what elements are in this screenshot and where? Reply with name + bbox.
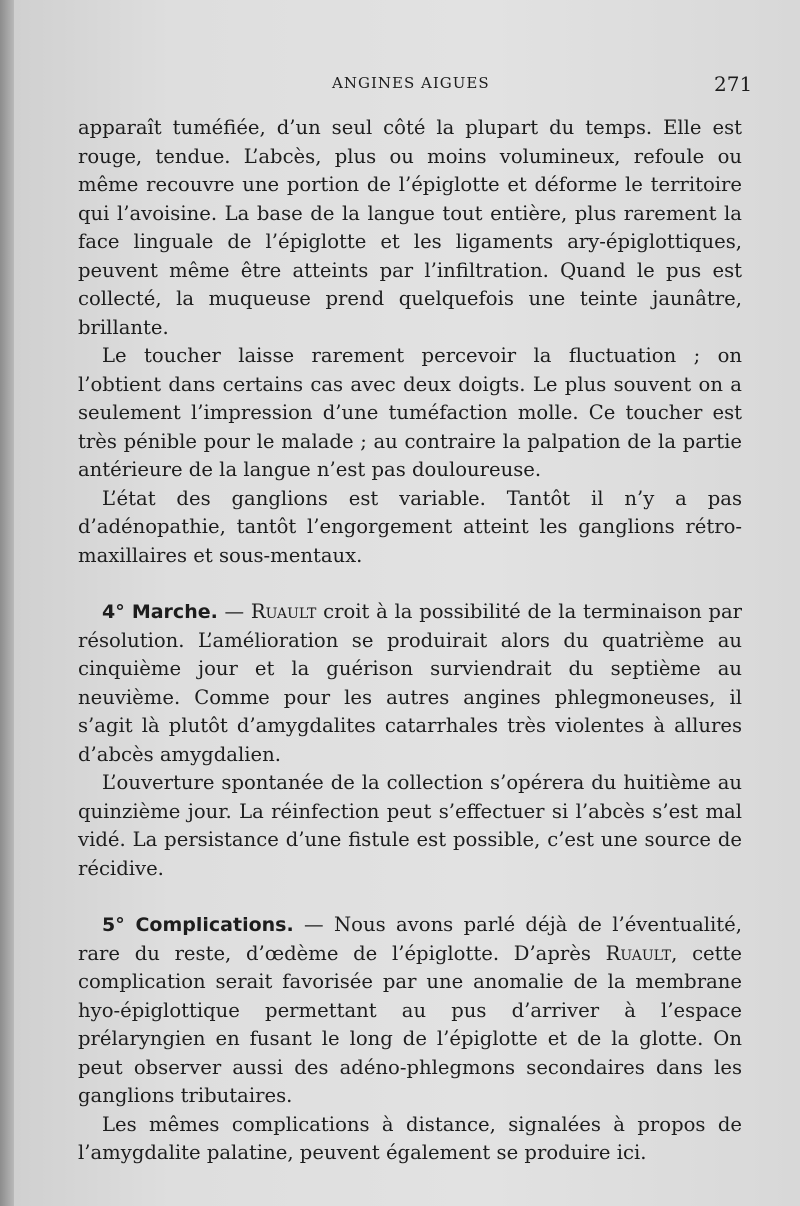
section-complications-text-after: , cette complication serait favorisée par une anomalie de la membrane hyo-épiglottique permettant au pus d’arriver à l’espace prélaryngien en fusant le long de l’épiglotte et de la glotte. On peut observer aussi des adéno-phlegmons secondaires dans les ganglions tributaires. xyxy=(78,941,742,1107)
paragraph-1: apparaît tuméfiée, d’un seul côté la plupart du temps. Elle est rouge, tendue. L’abcès, plus ou moins volumineux, refoule ou même recouvre une portion de l’épiglotte et déforme le territoire qui l’avoisine. La base de la langue tout entière, plus rarement la face linguale de l’épiglotte et les ligaments ary-épiglottiques, peuvent même être atteints par l’infiltration. Quand le pus est collecté, la muqueuse prend quelquefois une teinte jaunâtre, brillante. xyxy=(78,116,742,339)
em-dash: — xyxy=(217,600,251,623)
author-name: Ruault xyxy=(250,600,317,623)
section-complications xyxy=(78,911,742,1111)
paragraph-7: Les mêmes complications à distance, signalées à propos de l’amygdalite palatine, peuvent également se produire ici. xyxy=(78,1112,742,1164)
section-complications-text-before: Nous avons parlé déjà de l’éventualité, rare du reste, d’œdème de l’épiglotte. D’après xyxy=(78,913,742,965)
section-marche-text: croit à la possibilité de la terminaison par résolution. L’amélioration se produirait alors du quatrième au cinquième jour et la guérison surviendrait du septième au neuvième. Comme pour les autres angines phlegmoneuses, il s’agit là plutôt d’amygdalites catarrhales très violentes à allures d’abcès amygdalien. xyxy=(78,600,742,766)
author-name: Ruault xyxy=(605,941,672,965)
paragraph-3: L’état des ganglions est variable. Tantôt il n’y a pas d’adénopathie, tantôt l’engorgement atteint les ganglions rétro-maxillaires et sous-mentaux. xyxy=(78,486,742,567)
page-number: 271 xyxy=(714,72,753,96)
em-dash: — xyxy=(293,913,335,936)
section-marche xyxy=(78,598,742,769)
section-heading-complications: 5° Complications. xyxy=(102,914,294,936)
page-edge-shadow xyxy=(0,0,14,1206)
paragraph-5: L’ouverture spontanée de la collection s’opérera du huitième au quinzième jour. La réinfection peut s’effectuer si l’abcès s’est mal vidé. La persistance d’une fistule est possible, c’est une source de récidive. xyxy=(78,771,742,880)
running-head: ANGINES AIGUES xyxy=(332,74,490,92)
book-page xyxy=(14,0,800,1206)
paragraph-2: Le toucher laisse rarement percevoir la fluctuation ; on l’obtient dans certains cas avec deux doigts. Le plus souvent on a seulement l’impression d’une tuméfaction molle. Ce toucher est très pénible pour le malade ; au contraire la palpation de la partie antérieure de la langue n’est pas douloureuse. xyxy=(78,344,742,481)
section-heading-marche: 4° Marche. xyxy=(102,601,218,623)
page-body xyxy=(78,114,742,1168)
